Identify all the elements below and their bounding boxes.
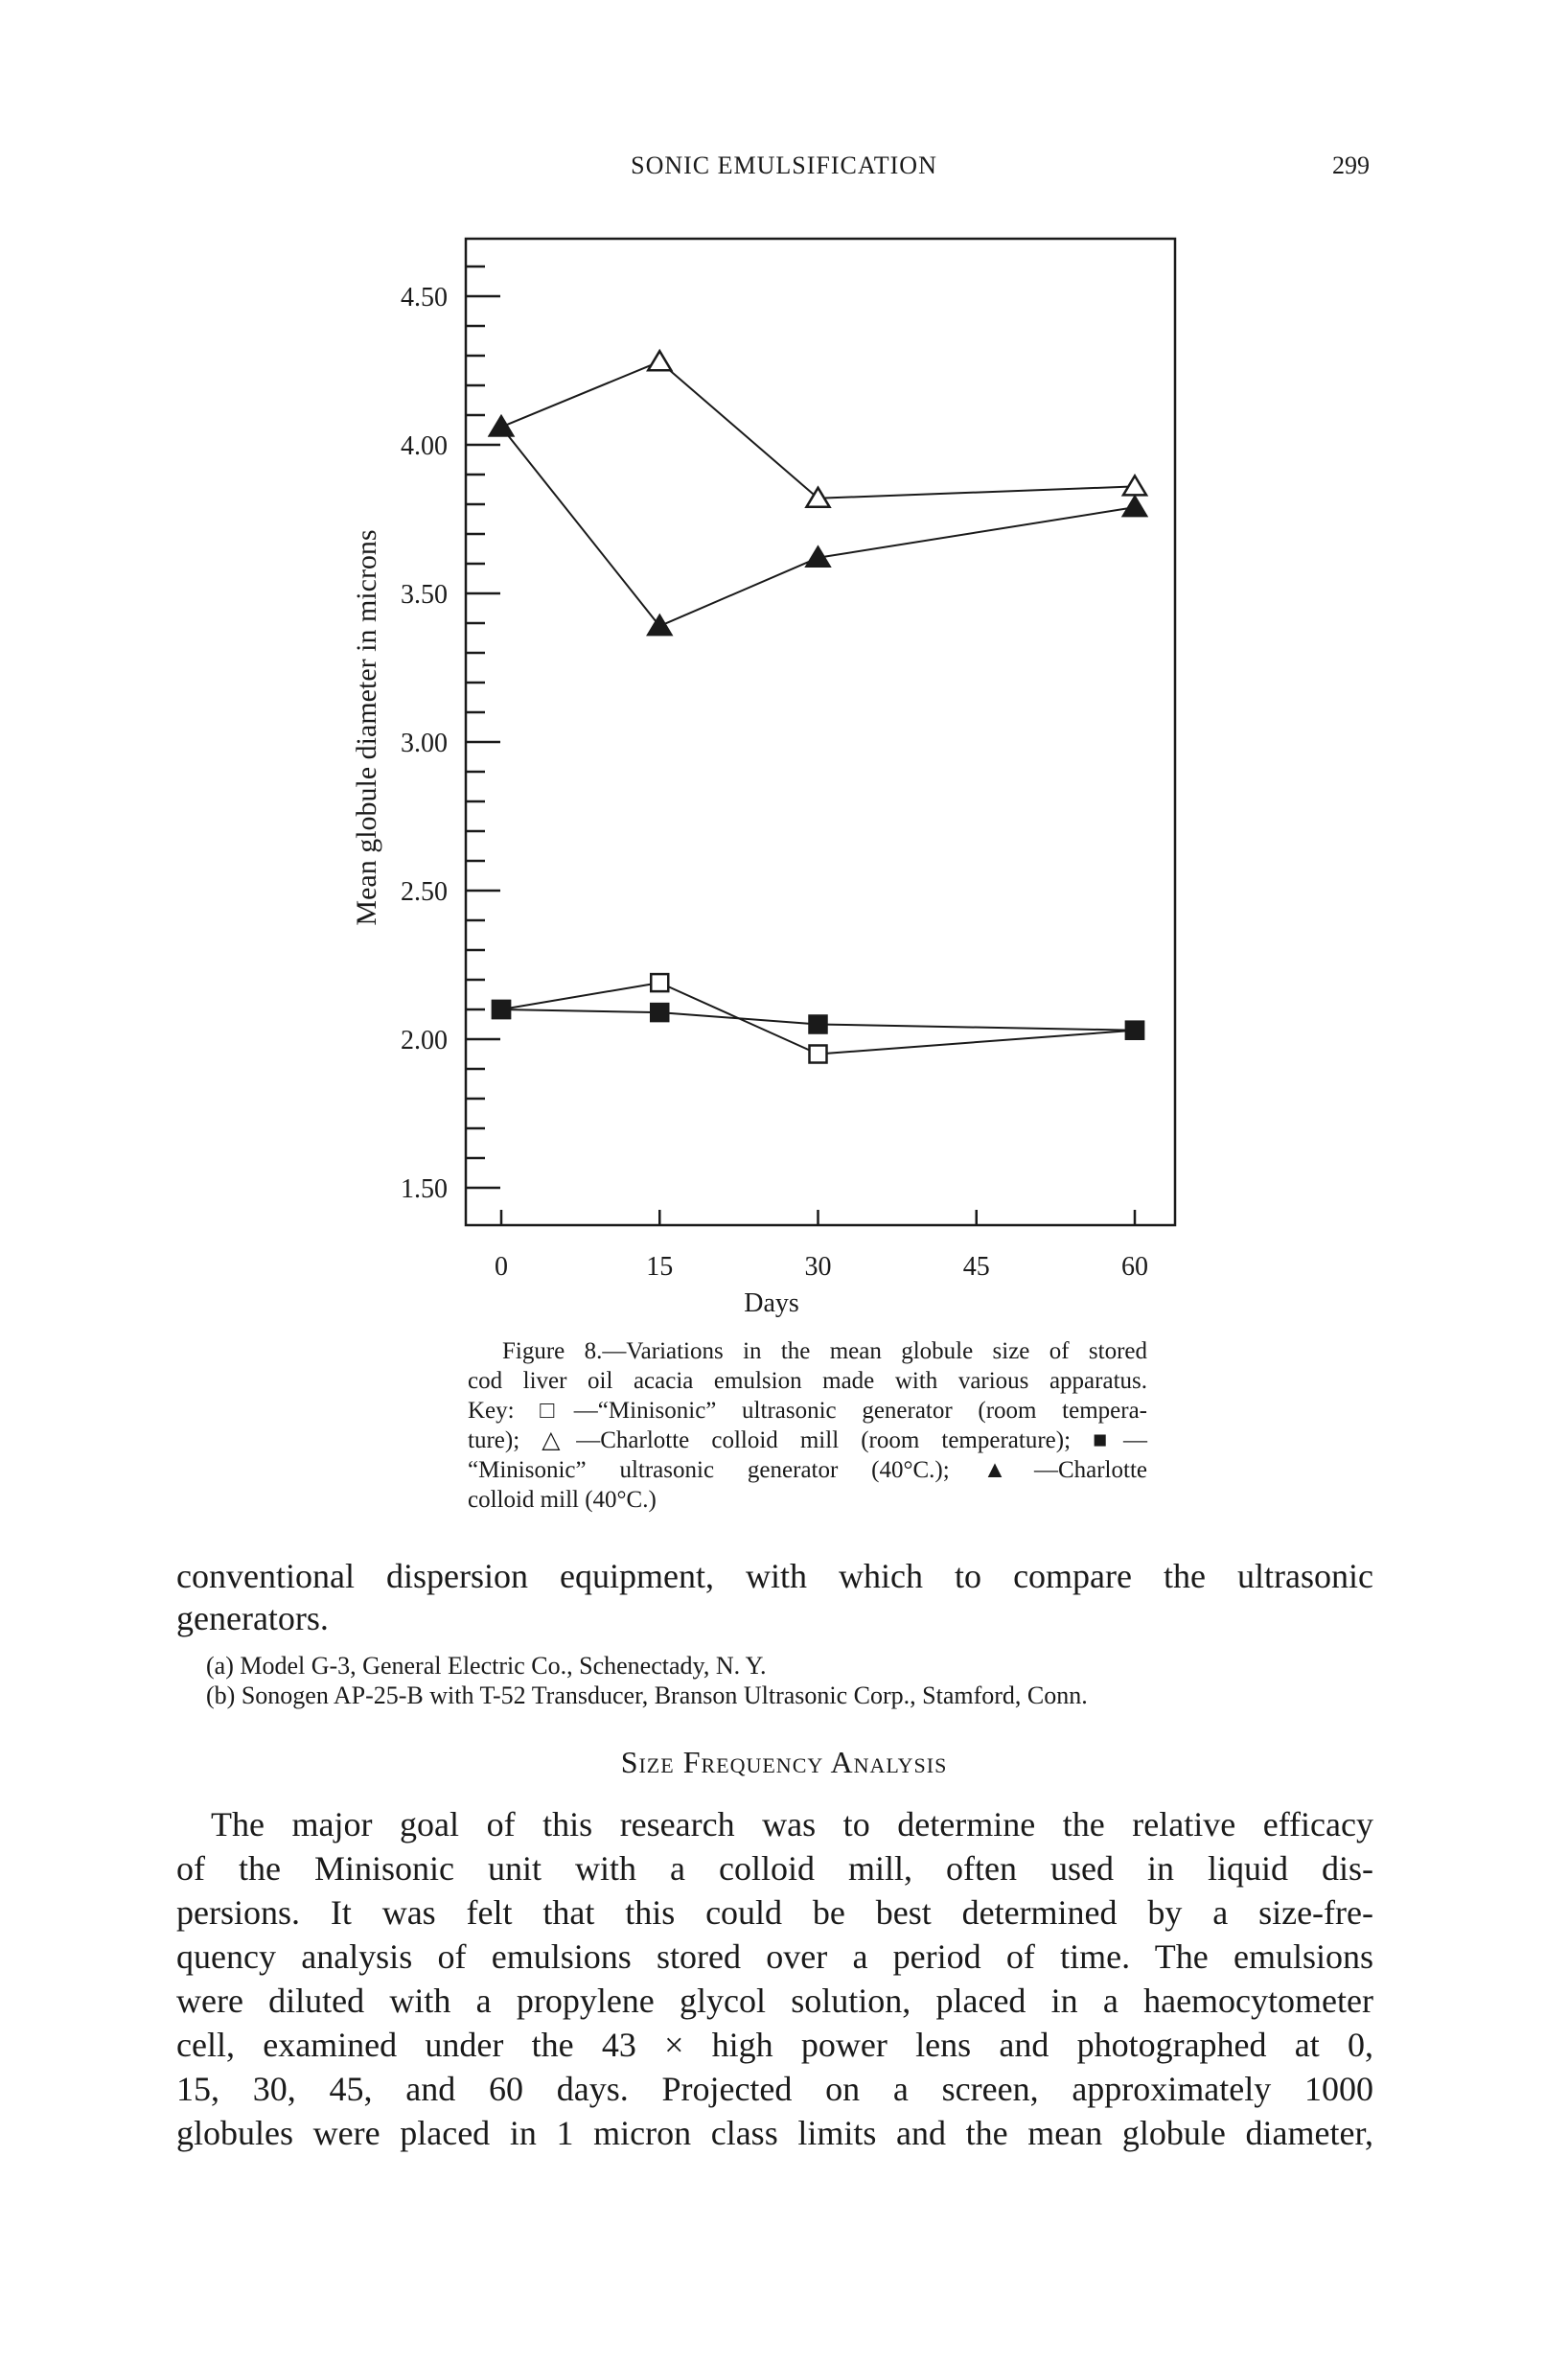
series-segment [659, 1012, 818, 1024]
footnote: (a) Model G-3, General Electric Co., Schenectady, N. Y. [206, 1652, 767, 1680]
series-segment [819, 507, 1136, 558]
x-tick-label: 45 [962, 1252, 990, 1282]
caption-line: “Minisonic” ultrasonic generator (40°C.); ▲—Charlotte [468, 1457, 1147, 1483]
paragraph-line: cell, examined under the 43 × high power lens and photographed at 0, [176, 2026, 1373, 2064]
filled-triangle-marker [490, 416, 513, 435]
y-tick-label: 3.50 [401, 580, 448, 610]
x-tick-label: 0 [495, 1252, 508, 1282]
series-segment [659, 361, 818, 499]
footnote: (b) Sonogen AP-25-B with T-52 Transducer, Branson Ultrasonic Corp., Stamford, Conn. [206, 1681, 1088, 1709]
series-segment [819, 1025, 1136, 1031]
y-tick-label: 2.00 [401, 1026, 448, 1055]
body-line: conventional dispersion equipment, with which to compare the ultrasonic [176, 1557, 1373, 1595]
caption-line: Key: □—“Minisonic” ultrasonic generator (room tempera- [468, 1398, 1147, 1424]
body-text [176, 1555, 1373, 1639]
filled-square-marker [1126, 1022, 1143, 1039]
series-segment [501, 983, 659, 1009]
open-square-marker [651, 974, 668, 991]
filled-square-marker [810, 1016, 827, 1033]
series-segment [501, 1009, 659, 1012]
paragraph-line: The major goal of this research was to determine the relative efficacy [211, 1805, 1373, 1843]
y-tick-label: 1.50 [401, 1174, 448, 1204]
paragraph-line: of the Minisonic unit with a colloid mill, often used in liquid dis- [176, 1849, 1373, 1888]
caption-line: Figure 8.—Variations in the mean globule size of stored [502, 1338, 1147, 1364]
paragraph-line: globules were placed in 1 micron class limits and the mean globule diameter, [176, 2114, 1373, 2152]
footnotes [206, 1651, 1088, 1710]
figure-caption [468, 1336, 1147, 1515]
paragraph [176, 1802, 1373, 2155]
open-square-marker [810, 1046, 827, 1063]
body-line: generators. [176, 1599, 329, 1637]
y-axis-label: Mean globule diameter in microns [351, 529, 382, 926]
series-segment [819, 1031, 1136, 1055]
y-tick-label: 4.00 [401, 431, 448, 461]
x-tick-label: 15 [646, 1252, 674, 1282]
filled-triangle-marker [1123, 497, 1146, 516]
x-tick-label: 60 [1121, 1252, 1148, 1282]
series-segment [501, 427, 659, 626]
x-axis-label: Days [744, 1288, 799, 1318]
filled-triangle-marker [648, 615, 671, 635]
caption-line: colloid mill (40°C.) [468, 1487, 657, 1513]
caption-line: cod liver oil acacia emulsion made with various apparatus. [468, 1368, 1147, 1394]
axis-ticks [466, 267, 1135, 1225]
paragraph-line: were diluted with a propylene glycol solution, placed in a haemocytometer [176, 1982, 1373, 2020]
series-lines [501, 361, 1135, 1054]
y-tick-label: 3.00 [401, 729, 448, 758]
filled-square-marker [651, 1004, 668, 1021]
plot-border [466, 239, 1175, 1225]
x-tick-label: 30 [804, 1252, 832, 1282]
series-segment [659, 558, 818, 626]
series-markers [490, 351, 1146, 1062]
caption-line: ture); △—Charlotte colloid mill (room temperature); ■— [468, 1427, 1147, 1453]
running-title: SONIC EMULSIFICATION [631, 151, 937, 179]
series-segment [501, 361, 659, 427]
y-tick-label: 4.50 [401, 283, 448, 313]
page-number: 299 [1332, 151, 1370, 179]
paragraph-line: persions. It was felt that this could be best determined by a size-fre- [176, 1893, 1373, 1932]
section-heading: Size Frequency Analysis [620, 1745, 948, 1779]
filled-square-marker [493, 1001, 510, 1018]
paragraph-line: 15, 30, 45, and 60 days. Projected on a screen, approximately 1000 [176, 2070, 1373, 2108]
y-tick-label: 2.50 [401, 877, 448, 907]
paragraph-line: quency analysis of emulsions stored over a period of time. The emulsions [176, 1937, 1373, 1976]
open-triangle-marker [1123, 475, 1146, 495]
plot-frame [466, 239, 1175, 1225]
series-segment [819, 486, 1136, 498]
open-triangle-marker [648, 351, 671, 370]
